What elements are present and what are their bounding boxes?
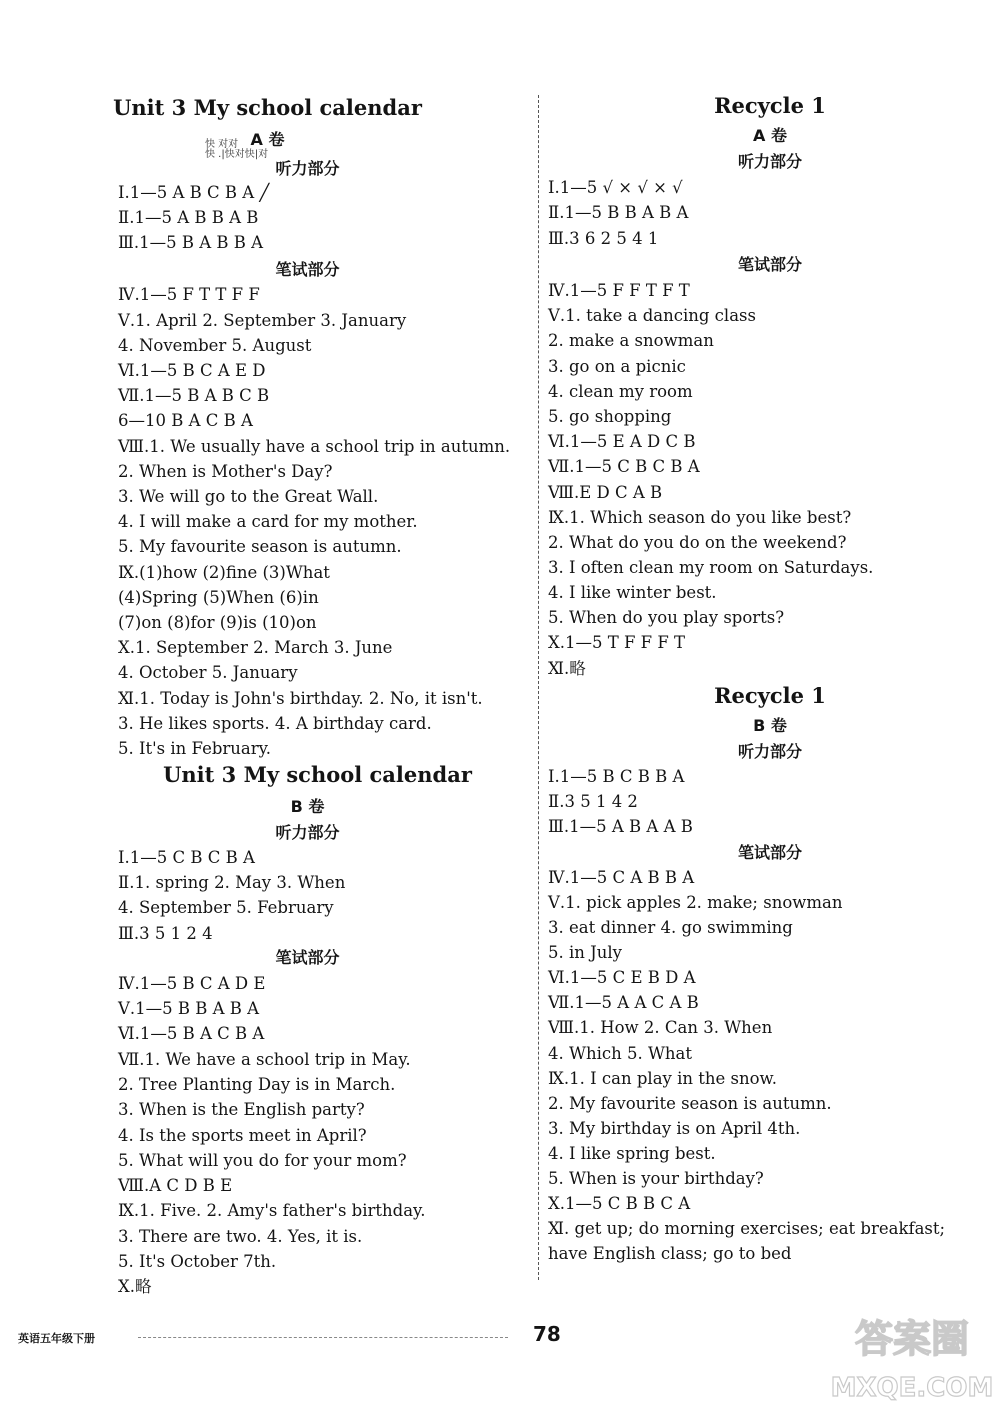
answer-line: Ⅶ.1—5 A A C A B: [548, 993, 699, 1012]
answer-line: 5. It's October 7th.: [118, 1252, 277, 1271]
answer-line: Ⅴ.1. pick apples 2. make; snowman: [548, 893, 843, 912]
answer-line: Ⅱ.3 5 1 4 2: [548, 792, 638, 811]
answer-line: 2. When is Mother's Day?: [118, 462, 333, 481]
answer-line: 4. I like spring best.: [548, 1144, 716, 1163]
answer-line: Ⅹ.1. September 2. March 3. June: [118, 638, 393, 657]
answer-line: 3. We will go to the Great Wall.: [118, 487, 379, 506]
answer-line: 3. There are two. 4. Yes, it is.: [118, 1227, 363, 1246]
answer-line: Ⅸ.(1)how (2)fine (3)What: [118, 563, 330, 582]
answer-line: Ⅳ.1—5 F F T F T: [548, 281, 690, 300]
stamp-line-1: 快 .|快对快|对: [205, 149, 269, 160]
recycle-a-writing-heading: 笔试部分: [737, 255, 802, 274]
answer-line: Ⅷ.1. We usually have a school trip in autumn.: [118, 437, 511, 456]
answer-line: Ⅳ.1—5 C A B B A: [548, 868, 695, 887]
answer-line: Ⅷ.1. How 2. Can 3. When: [548, 1018, 773, 1037]
answer-line: 3. eat dinner 4. go swimming: [548, 918, 793, 937]
answer-line: Ⅸ.1. Which season do you like best?: [548, 508, 852, 527]
recycle-a-listening-heading: 听力部分: [737, 152, 802, 171]
answer-line: 3. go on a picnic: [548, 357, 686, 376]
answer-line: 2. What do you do on the weekend?: [548, 533, 847, 552]
answer-line: (7)on (8)for (9)is (10)on: [118, 613, 317, 632]
answer-line: Ⅹ.略: [118, 1277, 152, 1296]
answer-line: 5. It's in February.: [118, 739, 272, 758]
unit3-a-listening-heading: 听力部分: [275, 159, 340, 178]
answer-line: Ⅺ.1. Today is John's birthday. 2. No, it isn't.: [118, 689, 483, 708]
answer-line: Ⅵ.1—5 E A D C B: [548, 432, 696, 451]
answer-line: have English class; go to bed: [548, 1244, 792, 1263]
watermark-top-text: 答案圈: [854, 1317, 970, 1361]
stamp-mark: [205, 140, 268, 160]
recycle-b-title: Recycle 1: [714, 683, 826, 708]
answer-line: Ⅺ.略: [548, 659, 586, 678]
answer-line: Ⅲ.1—5 B A B B A: [118, 233, 264, 252]
answer-line: 4. September 5. February: [118, 898, 334, 917]
unit3-b-volume: B 卷: [290, 797, 325, 816]
answer-line: 2. My favourite season is autumn.: [548, 1094, 832, 1113]
answer-line: 4. October 5. January: [118, 663, 298, 682]
answer-line: 4. I will make a card for my mother.: [118, 512, 418, 531]
answer-line: Ⅲ.1—5 A B A A B: [548, 817, 693, 836]
unit3-b-writing-heading: 笔试部分: [275, 948, 340, 967]
answer-line: 4. clean my room: [548, 382, 693, 401]
answer-line: Ⅶ.1—5 B A B C B: [118, 386, 270, 405]
answer-line: Ⅵ.1—5 B C A E D: [118, 361, 266, 380]
recycle-b-writing-heading: 笔试部分: [737, 843, 802, 862]
answer-line: Ⅱ.1—5 A B B A B: [118, 208, 259, 227]
answer-line: Ⅴ.1. take a dancing class: [548, 306, 756, 325]
answer-line: Ⅴ.1. April 2. September 3. January: [118, 311, 407, 330]
answer-line: 5. in July: [548, 943, 622, 962]
answer-line: Ⅵ.1—5 C E B D A: [548, 968, 696, 987]
answer-line: Ⅴ.1—5 B B A B A: [118, 999, 260, 1018]
answer-line: Ⅰ.1—5 √ × √ × √: [548, 178, 683, 197]
unit3-a-title: Unit 3 My school calendar: [113, 95, 422, 120]
answer-line: Ⅷ.E D C A B: [548, 483, 663, 502]
unit3-b-title: Unit 3 My school calendar: [163, 762, 472, 787]
answer-line: 5. When is your birthday?: [548, 1169, 764, 1188]
answer-line: Ⅳ.1—5 F T T F F: [118, 285, 260, 304]
answer-line: Ⅰ.1—5 B C B B A: [548, 767, 685, 786]
answer-line: Ⅱ.1—5 B B A B A: [548, 203, 689, 222]
footer-rule: [138, 1337, 508, 1338]
answer-line: 4. Which 5. What: [548, 1044, 693, 1063]
answer-line: Ⅹ.1—5 C B B C A: [548, 1194, 691, 1213]
answer-line: 3. I often clean my room on Saturdays.: [548, 558, 874, 577]
answer-line: Ⅱ.1. spring 2. May 3. When: [118, 873, 346, 892]
answer-line: 5. My favourite season is autumn.: [118, 537, 402, 556]
watermark-bottom-text: MXQE.COM: [830, 1373, 994, 1403]
answer-line: 3. He likes sports. 4. A birthday card.: [118, 714, 432, 733]
answer-line: Ⅶ.1. We have a school trip in May.: [118, 1050, 411, 1069]
watermark-logo: [830, 1310, 995, 1405]
answer-line: 5. go shopping: [548, 407, 672, 426]
answer-line: Ⅰ.1—5 A B C B A ╱: [118, 183, 270, 202]
answer-line: Ⅵ.1—5 B A C B A: [118, 1024, 265, 1043]
answer-line: 3. My birthday is on April 4th.: [548, 1119, 801, 1138]
answer-line: Ⅲ.3 6 2 5 4 1: [548, 229, 659, 248]
answer-line: 2. make a snowman: [548, 331, 714, 350]
unit3-a-volume: A 卷: [250, 130, 285, 149]
unit3-b-listening-heading: 听力部分: [275, 823, 340, 842]
recycle-b-volume: B 卷: [753, 716, 787, 735]
recycle-a-title: Recycle 1: [714, 93, 826, 118]
answer-line: 4. Is the sports meet in April?: [118, 1126, 367, 1145]
answer-line: Ⅲ.3 5 1 2 4: [118, 924, 213, 943]
answer-line: 5. What will you do for your mom?: [118, 1151, 407, 1170]
answer-line: Ⅹ.1—5 T F F F T: [548, 633, 686, 652]
answer-line: Ⅸ.1. Five. 2. Amy's father's birthday.: [118, 1201, 426, 1220]
answer-line: 3. When is the English party?: [118, 1100, 365, 1119]
answer-line: 4. I like winter best.: [548, 583, 717, 602]
answer-line: Ⅰ.1—5 C B C B A: [118, 848, 255, 867]
recycle-b-listening-heading: 听力部分: [737, 742, 802, 761]
answer-line: Ⅸ.1. I can play in the snow.: [548, 1069, 777, 1088]
answer-line: Ⅷ.A C D B E: [118, 1176, 233, 1195]
stamp-line-2: 快 对对: [205, 139, 239, 150]
page-number: 78: [533, 1322, 561, 1346]
answer-line: 4. November 5. August: [118, 336, 312, 355]
unit3-a-writing-heading: 笔试部分: [275, 260, 340, 279]
answer-line: 2. Tree Planting Day is in March.: [118, 1075, 396, 1094]
footer-book-label: 英语五年级下册: [18, 1332, 95, 1345]
recycle-a-volume: A 卷: [753, 126, 787, 145]
answer-line: Ⅳ.1—5 B C A D E: [118, 974, 266, 993]
answer-line: Ⅺ. get up; do morning exercises; eat breakfast;: [548, 1219, 946, 1238]
answer-line: 5. When do you play sports?: [548, 608, 785, 627]
answer-line: 6—10 B A C B A: [118, 411, 253, 430]
answer-line: (4)Spring (5)When (6)in: [118, 588, 319, 607]
answer-line: Ⅶ.1—5 C B C B A: [548, 457, 700, 476]
